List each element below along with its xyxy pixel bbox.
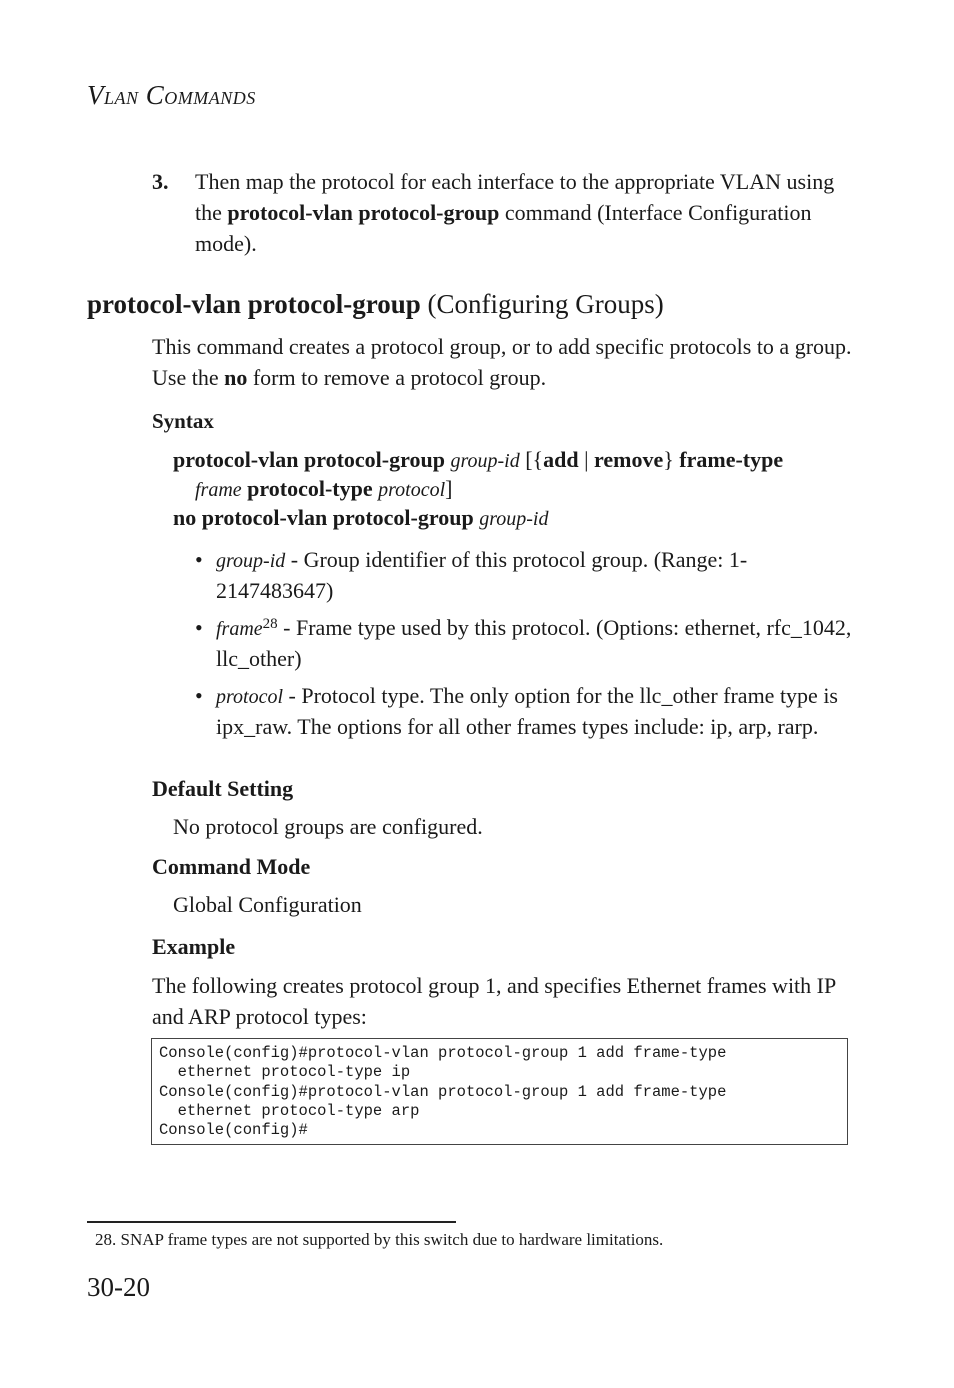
bullet-icon: •	[195, 615, 203, 640]
step-command: protocol-vlan protocol-group	[227, 200, 500, 225]
footnote-ref[interactable]: 28	[262, 616, 278, 632]
syntax-frame: frame	[195, 479, 242, 501]
header-lan: LAN	[104, 88, 139, 108]
list-item	[195, 613, 855, 673]
syntax-line-2	[195, 474, 453, 505]
section-title-rest: (Configuring Groups)	[420, 289, 664, 319]
header-ommands: OMMANDS	[164, 88, 256, 108]
intro-bold: no	[224, 365, 248, 390]
parameter-list	[195, 545, 855, 749]
step-text	[195, 166, 855, 259]
syntax-protocol-type: protocol-type	[241, 476, 379, 501]
step-number: 3.	[152, 169, 169, 194]
footnote: 28. SNAP frame types are not supported by this switch due to hardware limitations.	[95, 1230, 664, 1249]
page-number: 30-20	[87, 1272, 150, 1302]
command-mode-text: Global Configuration	[173, 892, 362, 917]
syntax-heading: Syntax	[152, 409, 214, 433]
syntax-no-cmd: no protocol-vlan protocol-group	[173, 505, 474, 530]
list-item	[195, 681, 855, 741]
example-text: The following creates protocol group 1, and specifies Ethernet frames with IP and ARP protocol types:	[152, 973, 836, 1029]
param-text: - Group identifier of this protocol group. (Range: 1-2147483647)	[216, 547, 748, 603]
intro-before: This command creates a protocol group, or to add specific protocols to a group. Use the	[152, 334, 852, 390]
section-intro	[152, 331, 852, 393]
bullet-icon: •	[195, 547, 203, 572]
section-title	[87, 289, 664, 320]
syntax-protocol: protocol	[378, 479, 446, 501]
header-v: V	[87, 80, 104, 110]
step-text-after: command (Interface Configuration mode).	[195, 200, 812, 256]
default-setting-text: No protocol groups are configured.	[173, 814, 483, 839]
default-setting-heading: Default Setting	[152, 776, 294, 801]
param-term: frame	[216, 618, 263, 640]
syntax-bar: |	[578, 447, 594, 472]
intro-after: form to remove a protocol group.	[247, 365, 547, 390]
syntax-frame-type: frame-type	[679, 447, 784, 472]
code-block: Console(config)#protocol-vlan protocol-group 1 add frame-type ethernet protocol-type ip Console(config)#protocol-vlan protocol-group 1 add frame-type ethernet protocol-type arp Console(config)#	[151, 1038, 848, 1145]
syntax-end: ]	[445, 476, 453, 501]
syntax-line-3	[173, 503, 548, 534]
section-title-command: protocol-vlan protocol-group	[87, 289, 421, 319]
header-c: C	[145, 80, 165, 110]
syntax-cmd: protocol-vlan protocol-group	[173, 447, 445, 472]
footnote-divider	[87, 1221, 456, 1223]
syntax-line-1	[173, 445, 783, 476]
param-term: group-id	[216, 550, 286, 572]
syntax-add: add	[543, 447, 579, 472]
syntax-no-arg: group-id	[479, 508, 549, 530]
list-item	[195, 545, 855, 605]
running-header	[87, 80, 256, 111]
command-mode-heading: Command Mode	[152, 854, 311, 879]
example-heading: Example	[152, 934, 236, 959]
syntax-arg: group-id	[450, 450, 520, 472]
bullet-icon: •	[195, 683, 203, 708]
param-term: protocol	[216, 686, 284, 708]
step-text-before: Then map the protocol for each interface to the appropriate VLAN using the	[195, 169, 835, 225]
param-text: - Frame type used by this protocol. (Options: ethernet, rfc_1042, llc_other)	[216, 615, 852, 671]
syntax-close: }	[663, 447, 680, 472]
syntax-open: [{	[519, 447, 544, 472]
param-text: - Protocol type. The only option for the llc_other frame type is ipx_raw. The options for all other frames types include: ip, arp, rarp.	[216, 683, 838, 739]
syntax-remove: remove	[594, 447, 664, 472]
